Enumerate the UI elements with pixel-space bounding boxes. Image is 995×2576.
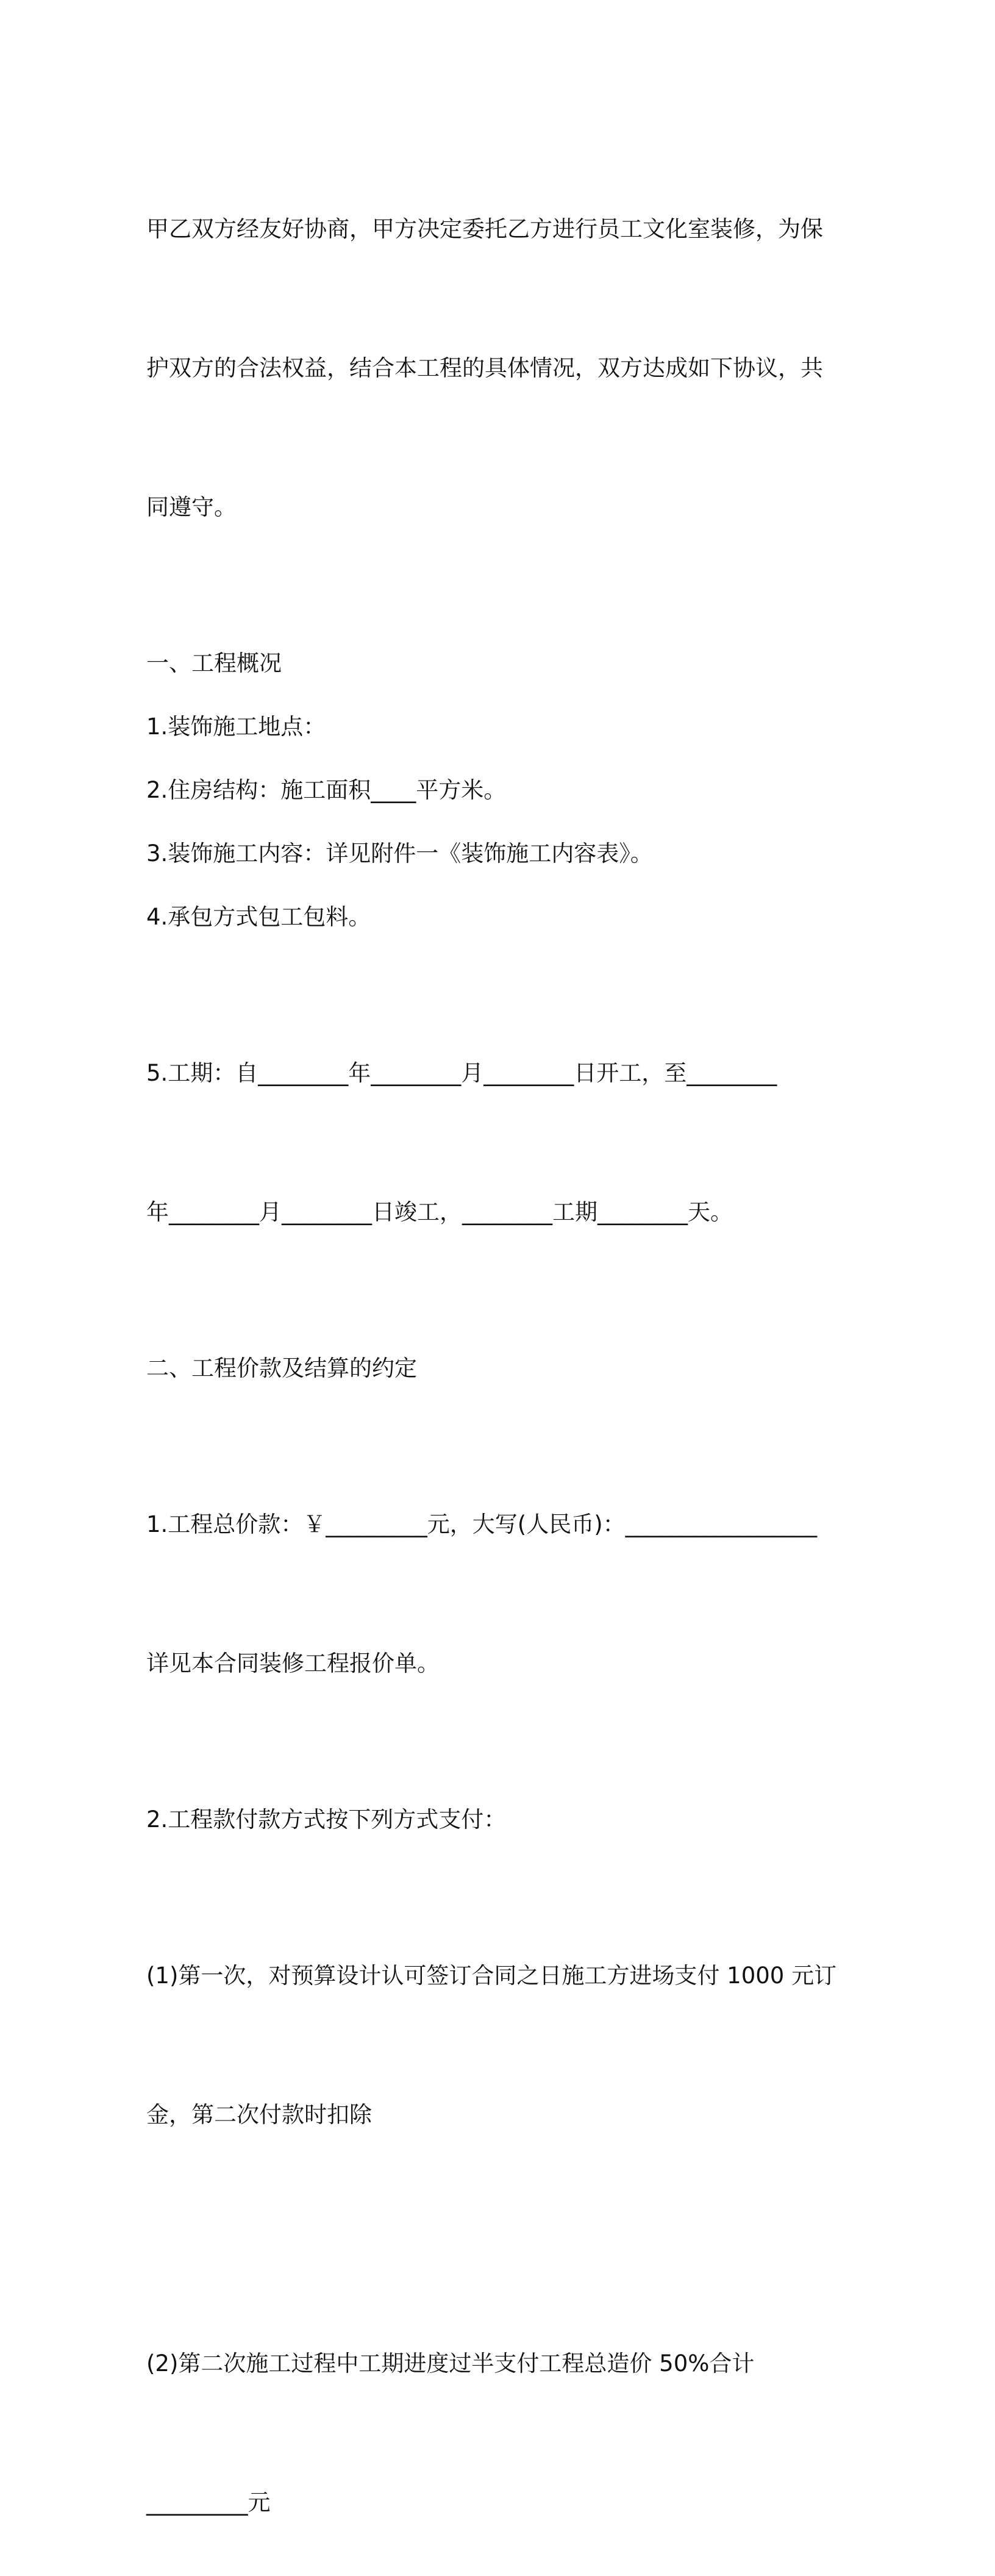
clause-2-2-sub-2-line-1: (2)第二次施工过程中工期进度过半支付工程总造价 50%合计: [146, 2350, 755, 2377]
clause-1-4: 4.承包方式包工包料。: [146, 904, 371, 930]
clause-1-2: 2.住房结构：施工面积____平方米。: [146, 777, 507, 803]
clause-1-5-line-1: 5.工期：自________年________月________日开工，至________: [146, 1060, 777, 1086]
section-heading-2: 二、工程价款及结算的约定: [146, 1355, 417, 1381]
clause-2-2-sub-1: [146, 1860, 847, 2231]
clause-2-2-sub-1-line-1: (1)第一次，对预算设计认可签订合同之日施工方进场支付 1000 元订: [146, 1962, 837, 1989]
clause-1-1: 1.装饰施工地点：: [146, 714, 326, 740]
clause-2-1-line-1: 1.工程总价款：￥_________元，大写(人民币)：_________________: [146, 1511, 818, 1537]
intro-line-1: 甲乙双方经友好协商，甲方决定委托乙方进行员工文化室装修，为保: [146, 216, 823, 242]
clause-2-2-sub-2: [146, 2248, 847, 2576]
clause-2-2-sub-2-line-2: _________元: [146, 2489, 271, 2516]
clause-1-3: 3.装饰施工内容：详见附件一《装饰施工内容表》。: [146, 840, 653, 867]
clause-2-1-line-2: 详见本合同装修工程报价单。: [146, 1650, 440, 1676]
intro-line-3: 同遵守。: [146, 494, 237, 520]
clause-2-1: [146, 1409, 847, 1780]
clause-1-5-line-2: 年________月________日竣工，________工期________天。: [146, 1199, 733, 1225]
section-heading-1: 一、工程概况: [146, 650, 282, 676]
intro-line-2: 护双方的合法权益，结合本工程的具体情况，双方达成如下协议，共: [146, 355, 823, 381]
clause-1-5: [146, 957, 847, 1328]
clause-2-2-sub-1-line-2: 金，第二次付款时扣除: [146, 2102, 372, 2128]
intro-paragraph: [146, 113, 847, 623]
document-body: [146, 113, 847, 2576]
clause-2-2: 2.工程款付款方式按下列方式支付：: [146, 1806, 507, 1833]
